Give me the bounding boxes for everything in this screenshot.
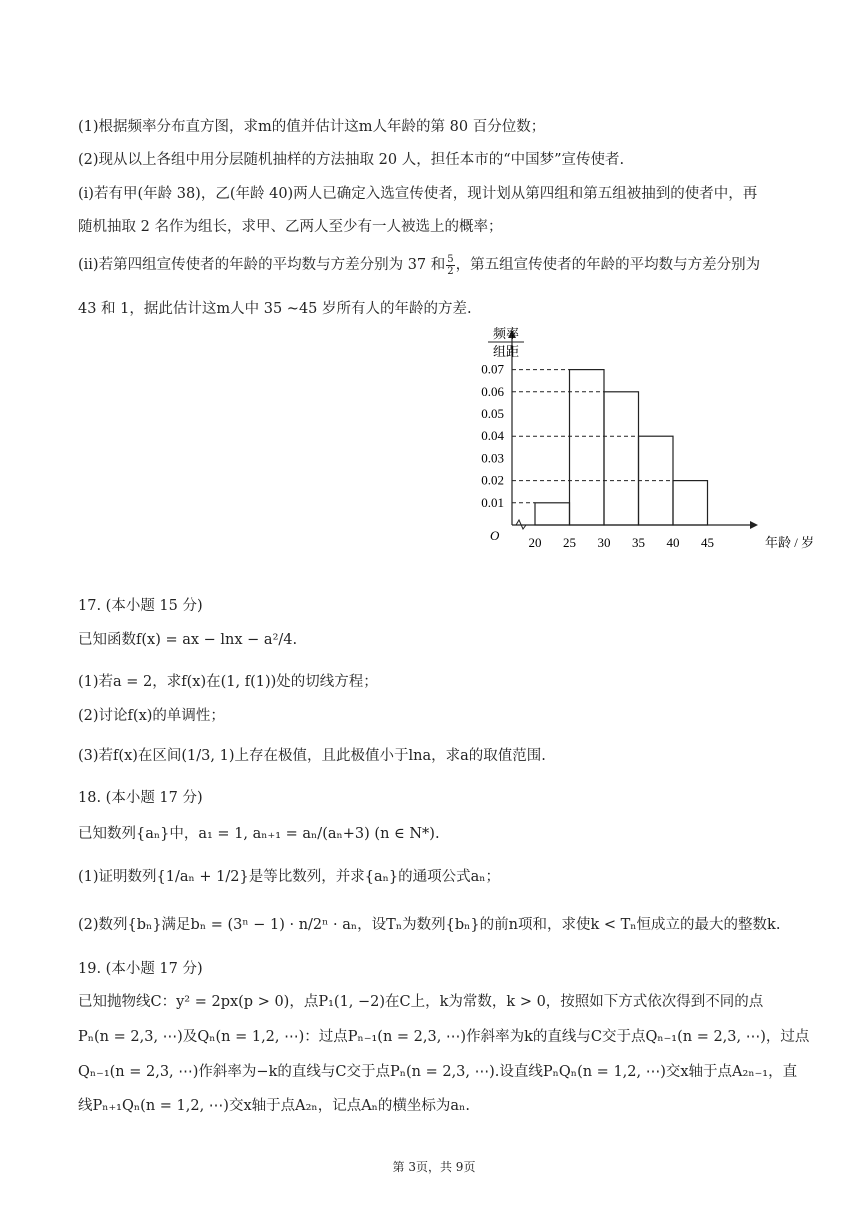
- y-tick-label: 0.05: [481, 406, 504, 421]
- q17-part3: (3)若f(x)在区间(1/3, 1)上存在极值，且此极值小于lna，求a的取值范围.: [78, 748, 546, 764]
- y-axis-label-bottom: 组距: [492, 344, 520, 359]
- q18-part1: (1)证明数列{1/aₙ + 1/2}是等比数列，并求{aₙ}的通项公式aₙ；: [78, 869, 501, 885]
- q19-line3: Qₙ₋₁(n = 2,3, ⋯)作斜率为−k的直线与C交于点Pₙ(n = 2,3, ⋯).设直线PₙQₙ(n = 1,2, ⋯)交x轴于点A₂ₙ₋₁，直: [78, 1064, 798, 1080]
- x-tick-label: 20: [528, 535, 542, 550]
- x-tick-label: 25: [563, 535, 576, 550]
- q16-ii-text-b: ，第五组宣传使者的年龄的平均数与方差分别为: [455, 257, 761, 273]
- q17-part1: (1)若a = 2，求f(x)在(1, f(1))处的切线方程；: [78, 674, 378, 690]
- y-tick-label: 0.03: [481, 450, 504, 466]
- y-tick-label: 0.02: [481, 472, 504, 488]
- q18-part2: (2)数列{bₙ}满足bₙ = (3ⁿ − 1) · n/2ⁿ · aₙ，设Tₙ为数列{bₙ}的前n项和，求使k < Tₙ恒成立的最大的整数k.: [78, 917, 781, 933]
- q19-line1: 已知抛物线C：y² = 2px(p > 0)，点P₁(1, −2)在C上，k为常数，k > 0，按照如下方式依次得到不同的点: [78, 994, 764, 1010]
- x-axis-label: 年龄 / 岁: [765, 535, 815, 550]
- histogram-bar: [604, 392, 639, 525]
- age-frequency-histogram: [460, 318, 815, 563]
- q16-part2-ii-line1: [78, 253, 760, 277]
- q19-line2: Pₙ(n = 2,3, ⋯)及Qₙ(n = 1,2, ⋯)：过点Pₙ₋₁(n = 2,3, ⋯)作斜率为k的直线与C交于点Qₙ₋₁(n = 2,3, ⋯)，过点: [78, 1029, 810, 1045]
- q16-part2: (2)现从以上各组中用分层随机抽样的方法抽取 20 人，担任本市的“中国梦”宣传使者.: [78, 152, 625, 168]
- q19-line4: 线Pₙ₊₁Qₙ(n = 1,2, ⋯)交x轴于点A₂ₙ，记点Aₙ的横坐标为aₙ.: [78, 1098, 470, 1114]
- x-axis-arrow: [750, 521, 758, 529]
- x-tick-label: 45: [701, 535, 714, 550]
- q16-ii-text-a: (ii)若第四组宣传使者的年龄的平均数与方差分别为 37 和: [78, 257, 446, 273]
- x-tick-label: 40: [666, 535, 680, 550]
- y-tick-label: 0.04: [481, 428, 504, 444]
- y-tick-label: 0.01: [481, 494, 504, 510]
- q16-part2-i-line2: 随机抽取 2 名作为组长，求甲、乙两人至少有一人被选上的概率；: [78, 219, 503, 235]
- histogram-bar: [570, 370, 605, 525]
- histogram-bar: [673, 481, 708, 525]
- fraction-5-2: $\frac{5}{2}$: [447, 253, 454, 277]
- histogram-bar: [535, 503, 570, 525]
- origin-label: O: [490, 528, 500, 543]
- x-tick-label: 30: [597, 535, 611, 550]
- y-tick-label: 0.06: [481, 383, 504, 399]
- y-tick-label: 0.07: [481, 361, 504, 377]
- q17-part2: (2)讨论f(x)的单调性；: [78, 708, 225, 724]
- x-tick-label: 35: [632, 535, 645, 550]
- q16-part2-i-line1: (i)若有甲(年龄 38)，乙(年龄 40)两人已确定入选宣传使者，现计划从第四组和第五组被抽到的使者中，再: [78, 186, 758, 202]
- page-footer: 第 3页，共 9页: [392, 1160, 476, 1174]
- q19-title: 19. (本小题 17 分): [78, 961, 203, 977]
- q16-part1: (1)根据频率分布直方图，求m的值并估计这m人年龄的第 80 百分位数；: [78, 119, 546, 135]
- q17-title: 17. (本小题 15 分): [78, 598, 203, 614]
- q18-title: 18. (本小题 17 分): [78, 790, 203, 806]
- q18-stem: 已知数列{aₙ}中，a₁ = 1, aₙ₊₁ = aₙ/(aₙ+3) (n ∈ N*).: [78, 826, 440, 842]
- y-axis-label-top: 频率: [492, 326, 520, 341]
- q17-stem: 已知函数f(x) = ax − lnx − a²/4.: [78, 632, 298, 648]
- q16-part2-ii-line2: 43 和 1，据此估计这m人中 35 ~45 岁所有人的年龄的方差.: [78, 301, 472, 317]
